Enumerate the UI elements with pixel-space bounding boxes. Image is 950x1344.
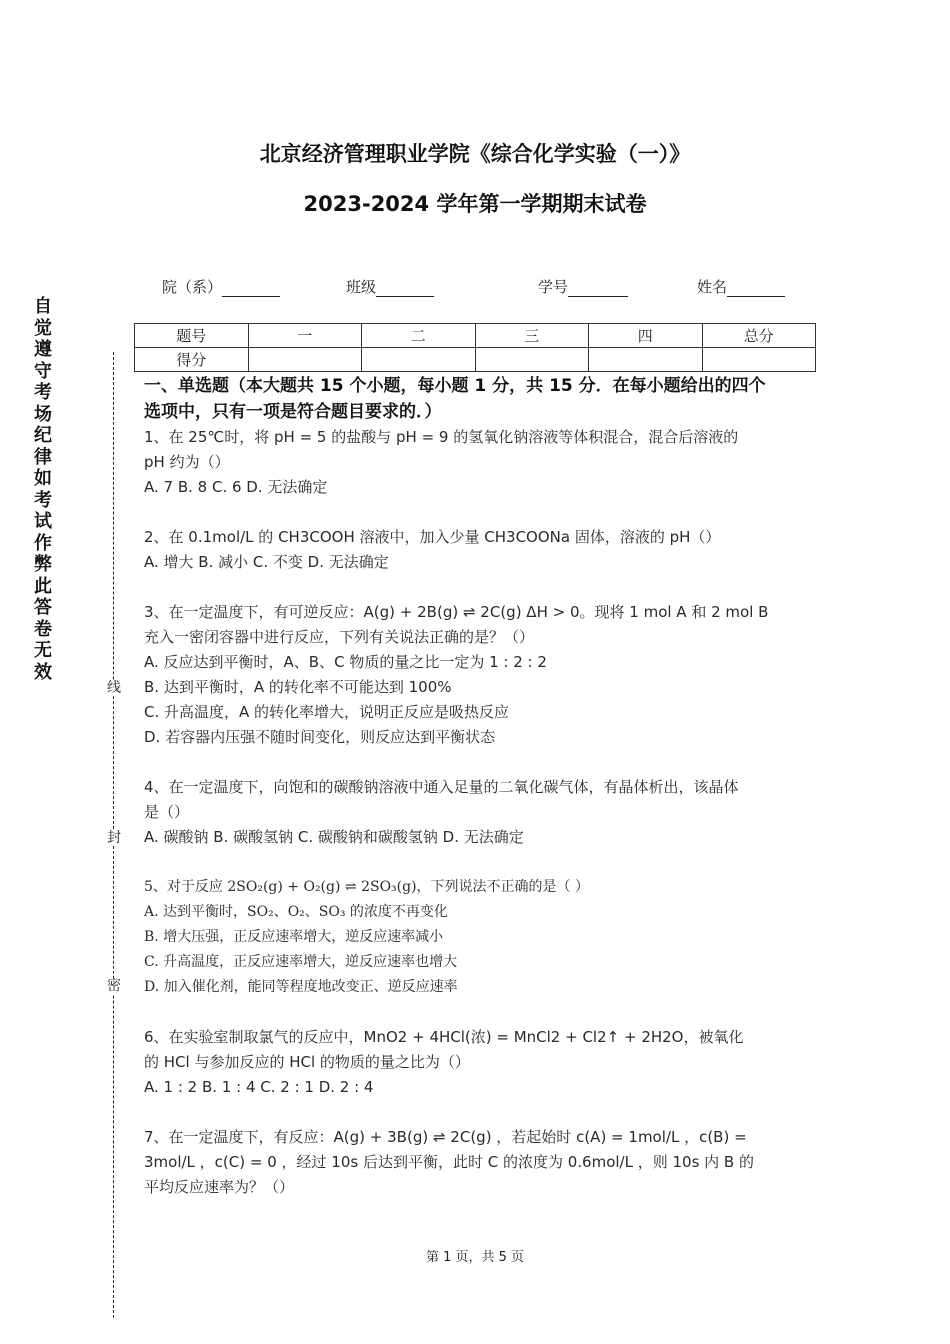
score-table-header-cell: 二 xyxy=(362,324,476,348)
score-cell[interactable] xyxy=(362,348,476,372)
score-table-header-cell: 三 xyxy=(475,324,589,348)
q5-option-b: B. 增大压强，正反应速率增大，逆反应速率减小 xyxy=(144,929,444,945)
score-table-header-cell: 总分 xyxy=(702,324,816,348)
q3-option-c: C. 升高温度，A 的转化率增大，说明正反应是吸热反应 xyxy=(144,703,510,721)
student-info-row xyxy=(0,276,950,298)
q3-stem-line1: 3、在一定温度下，有可逆反应：A(g) + 2B(g) ⇌ 2C(g) ΔH > 0。现将 1 mol A 和 2 mol B xyxy=(144,603,769,621)
name-blank[interactable] xyxy=(727,280,785,297)
q4-stem-line2: 是（） xyxy=(144,803,190,821)
side-warning-text: 自觉遵守考场纪律如考试作弊此答卷无效 xyxy=(34,296,52,683)
page-footer: 第 1 页，共 5 页 xyxy=(425,1250,525,1265)
score-table-header-cell: 一 xyxy=(248,324,362,348)
q6-stem-line1: 6、在实验室制取氯气的反应中，MnO2 + 4HCl(浓) = MnCl2 + Cl2↑ + 2H2O，被氧化 xyxy=(144,1028,744,1046)
q5-option-c: C. 升高温度，正反应速率增大，逆反应速率也增大 xyxy=(144,954,458,970)
student-id-blank[interactable] xyxy=(568,280,628,297)
q5-option-d: D. 加入催化剂，能同等程度地改变正、逆反应速率 xyxy=(144,979,458,995)
section1-heading-line2: 选项中，只有一项是符合题目要求的．） xyxy=(144,402,442,422)
q3-stem-line2: 充入一密闭容器中进行反应，下列有关说法正确的是？（） xyxy=(144,628,535,646)
score-cell[interactable] xyxy=(702,348,816,372)
q7-stem-line3: 平均反应速率为？（） xyxy=(144,1178,295,1196)
score-row-label: 得分 xyxy=(135,348,249,372)
department-field[interactable] xyxy=(162,276,280,297)
class-field[interactable] xyxy=(346,276,434,297)
q6-stem-line2: 的 HCl 与参加反应的 HCl 的物质的量之比为（） xyxy=(144,1053,470,1071)
q7-stem-line1: 7、在一定温度下，有反应：A(g) + 3B(g) ⇌ 2C(g) ，若起始时 c(A) = 1mol/L ，c(B) = xyxy=(144,1128,747,1146)
q3-option-d: D. 若容器内压强不随时间变化，则反应达到平衡状态 xyxy=(144,728,496,746)
q1-options: A. 7 B. 8 C. 6 D. 无法确定 xyxy=(144,478,328,496)
name-field[interactable] xyxy=(697,276,785,297)
q4-options: A. 碳酸钠 B. 碳酸氢钠 C. 碳酸钠和碳酸氢钠 D. 无法确定 xyxy=(144,828,524,846)
q3-option-a: A. 反应达到平衡时，A、B、C 物质的量之比一定为 1 : 2 : 2 xyxy=(144,653,547,671)
q6-options: A. 1 : 2 B. 1 : 4 C. 2 : 1 D. 2 : 4 xyxy=(144,1078,374,1096)
score-cell[interactable] xyxy=(248,348,362,372)
name-label: 姓名 xyxy=(697,278,728,296)
score-table-header-cell: 题号 xyxy=(135,324,249,348)
class-label: 班级 xyxy=(346,278,377,296)
exam-title-line1: 北京经济管理职业学院《综合化学实验（一）》 xyxy=(259,142,691,166)
department-label: 院（系） xyxy=(162,278,223,296)
department-blank[interactable] xyxy=(222,280,280,297)
exam-title-line2: 2023-2024 学年第一学期期末试卷 xyxy=(303,192,647,216)
q7-stem-line2: 3mol/L ，c(C) = 0 ，经过 10s 后达到平衡，此时 C 的浓度为 0.6mol/L ，则 10s 内 B 的 xyxy=(144,1153,754,1171)
binding-mark-line: 线 xyxy=(107,680,121,696)
class-blank[interactable] xyxy=(376,280,434,297)
q5-stem-line1: 5、对于反应 2SO₂(g) + O₂(g) ⇌ 2SO₃(g)，下列说法不正确的是（ ） xyxy=(144,879,589,895)
q1-stem-line1: 1、在 25℃时，将 pH = 5 的盐酸与 pH = 9 的氢氧化钠溶液等体积混合，混合后溶液的 xyxy=(144,428,739,446)
binding-mark-secret: 密 xyxy=(107,978,121,994)
student-id-label: 学号 xyxy=(538,278,569,296)
score-cell[interactable] xyxy=(589,348,703,372)
score-cell[interactable] xyxy=(475,348,589,372)
q5-option-a: A. 达到平衡时，SO₂、O₂、SO₃ 的浓度不再变化 xyxy=(144,904,448,920)
q2-stem-line1: 2、在 0.1mol/L 的 CH3COOH 溶液中，加入少量 CH3COONa 固体，溶液的 pH（） xyxy=(144,528,721,546)
q3-option-b: B. 达到平衡时，A 的转化率不可能达到 100% xyxy=(144,678,452,696)
q2-options: A. 增大 B. 减小 C. 不变 D. 无法确定 xyxy=(144,553,389,571)
q1-stem-line2: pH 约为（） xyxy=(144,453,230,471)
section1-heading-line1: 一、单选题（本大题共 15 个小题，每小题 1 分，共 15 分．在每小题给出的四个 xyxy=(144,376,766,396)
score-table xyxy=(134,323,816,372)
score-table-score-row xyxy=(135,348,816,372)
score-table-header-row xyxy=(135,324,816,348)
exam-content xyxy=(144,373,814,1200)
binding-mark-seal: 封 xyxy=(107,830,121,846)
student-id-field[interactable] xyxy=(538,276,628,297)
score-table-header-cell: 四 xyxy=(589,324,703,348)
q4-stem-line1: 4、在一定温度下，向饱和的碳酸钠溶液中通入足量的二氧化碳气体，有晶体析出，该晶体 xyxy=(144,778,739,796)
